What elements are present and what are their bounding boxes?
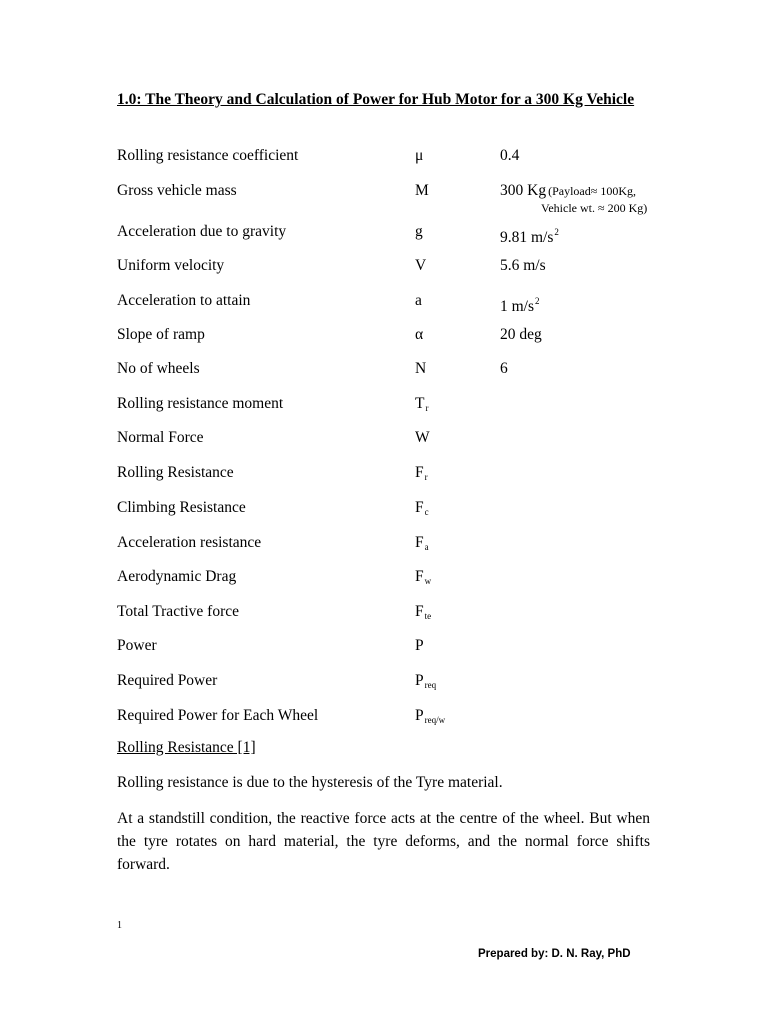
value-main: 0.4 [500,147,520,164]
parameter-symbol [415,463,428,487]
parameter-row [117,222,677,246]
parameter-symbol [415,256,426,276]
symbol-subscript: w [424,576,432,586]
symbol-subscript: a [424,542,429,552]
parameter-row [117,671,677,695]
symbol-main: μ [415,147,424,164]
value-main: 1 m/s [500,298,535,315]
symbol-main: F [415,499,424,516]
parameter-value [500,325,542,345]
parameter-symbol [415,671,436,695]
value-superscript: 2 [554,227,559,237]
parameter-symbol [415,498,429,522]
parameter-label: Aerodynamic Drag [117,568,237,585]
symbol-main: P [415,672,424,689]
symbol-subscript: r [425,403,429,413]
symbol-main: W [415,429,430,446]
parameter-symbol [415,602,431,626]
value-main: 6 [500,360,508,377]
parameter-symbol [415,567,431,591]
parameter-label: Power [117,637,157,654]
parameter-label: Rolling resistance moment [117,395,284,412]
parameter-row [117,256,677,280]
parameter-row [117,463,677,487]
symbol-main: F [415,603,424,620]
parameter-label: Normal Force [117,429,204,446]
parameter-label: Acceleration due to gravity [117,223,287,240]
parameter-value [500,359,508,379]
symbol-subscript: req/w [424,715,446,725]
parameter-row [117,706,677,730]
symbol-subscript: te [424,611,432,621]
parameter-row [117,533,677,557]
symbol-main: P [415,707,424,724]
parameter-label: Required Power [117,672,218,689]
parameter-symbol [415,359,426,379]
symbol-main: V [415,257,427,274]
parameter-row [117,394,677,418]
value-note-line2: Vehicle wt. ≈ 200 Kg) [541,201,648,215]
symbol-main: M [415,182,429,199]
parameter-symbol [415,181,429,201]
symbol-main: P [415,637,424,654]
symbol-main: F [415,464,424,481]
value-superscript: 2 [535,296,540,306]
symbol-main: a [415,292,422,309]
value-main: 9.81 m/s [500,229,554,246]
parameter-symbol [415,291,422,311]
symbol-main: α [415,326,424,343]
symbol-main: F [415,534,424,551]
parameter-value [500,222,559,248]
symbol-subscript: c [424,507,429,517]
value-main: 5.6 m/s [500,257,546,274]
parameter-row [117,325,677,349]
paragraph-hysteresis: Rolling resistance is due to the hysteresis of the Tyre material. [117,774,503,791]
parameter-symbol [415,636,424,656]
parameter-row [117,567,677,591]
parameter-row [117,428,677,452]
parameter-label: Slope of ramp [117,326,205,343]
parameter-value [500,146,519,166]
parameter-value [500,291,540,317]
parameter-symbol [415,706,445,730]
parameter-value [500,256,546,276]
value-note-line1: (Payload≈ 100Kg, [548,184,636,198]
symbol-main: T [415,395,425,412]
symbol-subscript: r [424,472,428,482]
parameter-label: Uniform velocity [117,257,225,274]
parameter-row [117,498,677,522]
value-main: 300 Kg [500,182,547,199]
symbol-main: g [415,223,423,240]
parameter-label: Acceleration resistance [117,534,262,551]
parameter-row [117,636,677,660]
parameter-row [117,146,677,170]
parameter-label: Required Power for Each Wheel [117,707,319,724]
symbol-main: F [415,568,424,585]
parameter-label: Rolling resistance coefficient [117,147,299,164]
paragraph-normal-force: At a standstill condition, the reactive force acts at the centre of the wheel. But when the tyre rotates on hard material, the tyre deforms, and the normal force shifts forward. [117,810,650,873]
parameter-symbol [415,533,429,557]
parameter-label: No of wheels [117,360,200,377]
section-heading: Rolling Resistance [1] [117,739,256,756]
document-title: 1.0: The Theory and Calculation of Power for Hub Motor for a 300 Kg Vehicle [117,91,635,108]
parameter-row [117,602,677,626]
symbol-subscript: req [424,680,437,690]
parameter-row [117,359,677,383]
parameter-row [117,291,677,315]
parameter-label: Total Tractive force [117,603,240,620]
parameter-symbol [415,428,430,448]
value-main: 20 deg [500,326,542,343]
footer-author: Prepared by: D. N. Ray, PhD [478,948,631,960]
parameter-symbol [415,222,423,242]
parameter-label: Gross vehicle mass [117,182,237,199]
parameter-label: Rolling Resistance [117,464,234,481]
parameter-symbol [415,325,423,345]
parameter-label: Climbing Resistance [117,499,246,516]
parameter-label: Acceleration to attain [117,292,251,309]
parameter-symbol [415,146,423,166]
parameter-row [117,181,677,215]
symbol-main: N [415,360,427,377]
parameter-symbol [415,394,428,418]
page-number: 1 [117,920,122,931]
